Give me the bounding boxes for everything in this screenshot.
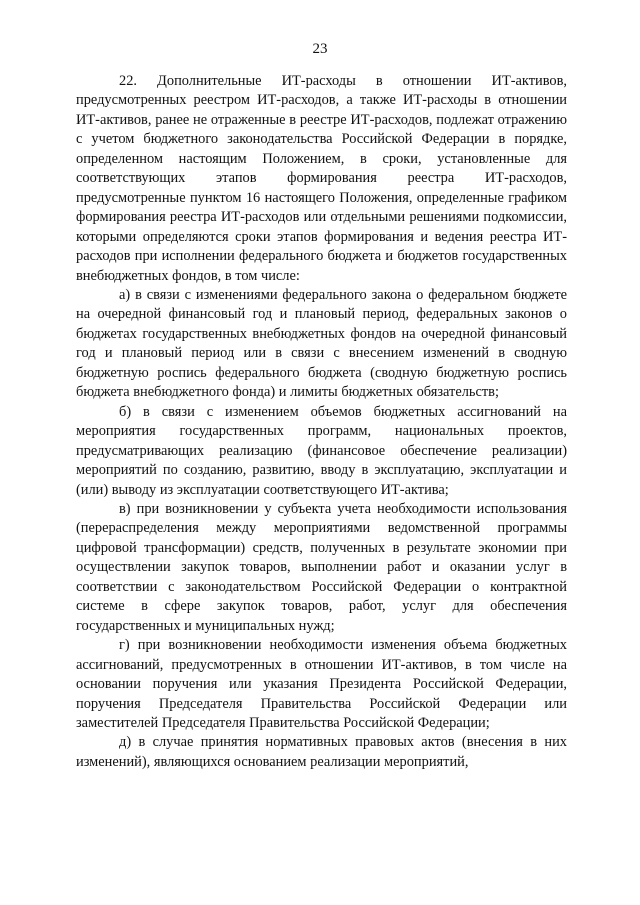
list-item-v: в) при возникновении у субъекта учета необходимости использования (перераспределения между мероприятиями ведомственной программы цифровой трансформации) средств, полученных в результате экономии при осуществлении закупок товаров, выполнении работ и оказании услуг в соответствии с законодательством Российской Федерации о контрактной системе в сфере закупок товаров, работ, услуг для обеспечения государственных и муниципальных нужд;: [76, 500, 567, 634]
list-item-d: д) в случае принятия нормативных правовых актов (внесения в них изменений), являющихся основанием реализации мероприятий,: [76, 734, 567, 770]
document-body: [76, 72, 567, 772]
page-number: 23: [312, 41, 328, 57]
list-item-b: б) в связи с изменением объемов бюджетных ассигнований на мероприятия государственных программ, национальных проектов, предусматривающих реализацию (финансовое обеспечение реализации) мероприятий по созданию, развитию, вводу в эксплуатацию, эксплуатации и (или) выводу из эксплуатации соответствующего ИТ-актива;: [76, 403, 567, 498]
paragraph-22: 22. Дополнительные ИТ-расходы в отношении ИТ-активов, предусмотренных реестром ИТ-расходов, а также ИТ-расходы в отношении ИТ-активов, ранее не отраженные в реестре ИТ-расходов, подлежат отражению с учетом бюджетного законодательства Российской Федерации в порядке, определенном настоящим Положением, в сроки, установленные для соответствующих этапов формирования реестра ИТ-расходов, предусмотренные пунктом 16 настоящего Положения, определенные графиком формирования реестра ИТ-расходов или отдельными решениями подкомиссии, которыми определяются сроки этапов формирования и ведения реестра ИТ-расходов при исполнении федерального бюджета и бюджетов государственных внебюджетных фондов, в том числе:: [76, 73, 567, 284]
list-item-g: г) при возникновении необходимости изменения объема бюджетных ассигнований, предусмотренных в отношении ИТ-активов, в том числе на основании поручения или указания Президента Российской Федерации, поручения Председателя Правительства Российской Федерации или заместителей Председателя Правительства Российской Федерации;: [76, 637, 567, 731]
list-item-a: а) в связи с изменениями федерального закона о федеральном бюджете на очередной финансовый год и плановый период, федеральных законов о бюджетах государственных внебюджетных фондов на очередной финансовый год и плановый период или в связи с внесением изменений в сводную бюджетную роспись федерального бюджета (сводную бюджетную роспись бюджета внебюджетного фонда) и лимиты бюджетных обязательств;: [76, 286, 567, 401]
